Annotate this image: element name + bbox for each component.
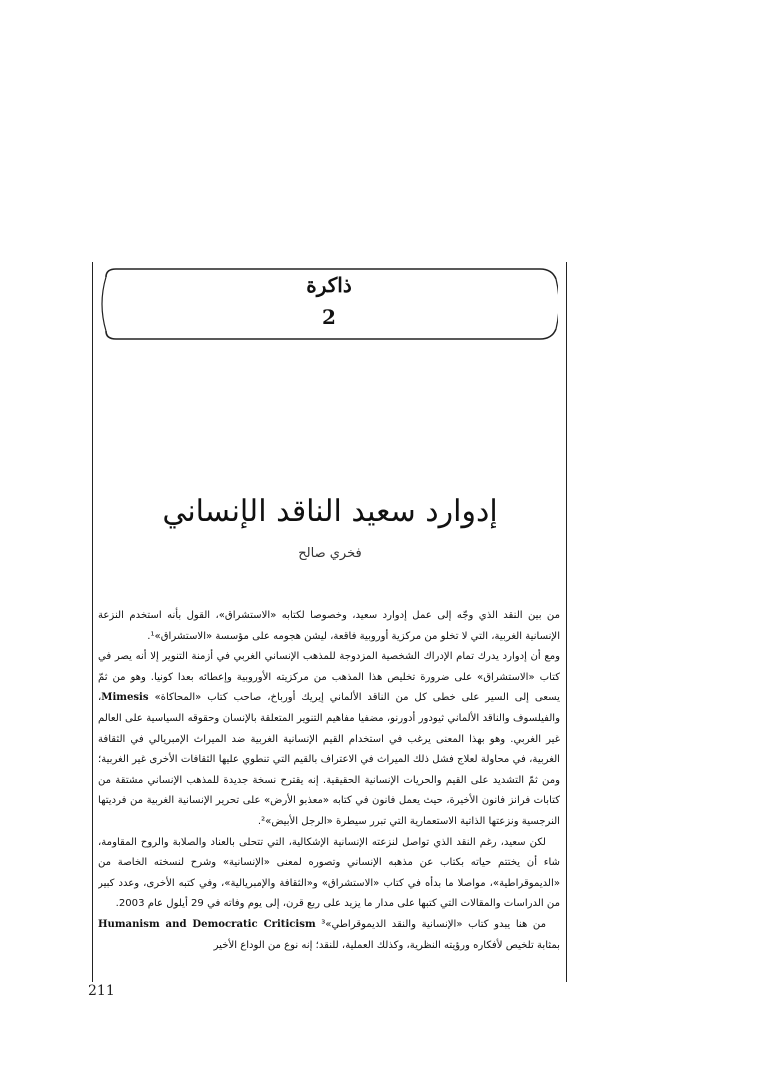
paragraph-1: من بين النقد الذي وجّه إلى عمل إدوارد سعيد، وخصوصا لكتابه «الاستشراق»، القول بأنه استخدم النزعة الإنسانية الغربية، التي لا تخلو من مركزية أوروبية فاقعة، ليشن هجومه على مؤسسة «الاستشراق»¹. (98, 610, 560, 642)
section-label: ذاكرة (306, 273, 352, 297)
paragraph-2-text: ومع أن إدوارد يدرك تمام الإدراك الشخصية المزدوجة للمذهب الإنساني الغربي في أزمنة التنوير إلا أنه يصر في كتاب «الاستشراق» على ضرورة تخليص هذا المذهب من مركزيته الأوروبية وإعطائه بعدا كونيا. وهو من ثمّ يسعى إلى السير على خطى كل من الناقد الألماني إيريك أورباخ، صاحب كتاب «المحاكاة» (98, 651, 560, 704)
section-header-box (100, 267, 558, 341)
page-number: 211 (88, 983, 115, 999)
mimesis-term: Mimesis (101, 692, 149, 704)
paragraph-4 (98, 915, 560, 956)
frame-left-rule (92, 262, 93, 982)
author-name: فخري صالح (298, 546, 362, 561)
paragraph-3: لكن سعيد، رغم النقد الذي تواصل لنزعته الإنسانية الإشكالية، التي تتحلى بالعناد والصلابة والروح المقاومة، شاء أن يختتم حياته بكتاب عن مذهبه الإنساني وتصوره لمعنى «الإنسانية» وشرح لنسخته الخاصة من «الديموقراطية»، مواصلا ما بدأه في كتاب «الاستشراق» و«الثقافة والإمبريالية»، وفي كتبه الأخرى، وعدد كبير من الدراسات والمقالات التي كتبها على مدار ما يزيد على ربع قرن، إلى يوم وفاته في 29 أيلول عام 2003. (98, 836, 560, 910)
article-title: إدوارد سعيد الناقد الإنساني (162, 494, 498, 529)
frame-right-rule (566, 262, 567, 982)
paragraph-2-continued: ، والفيلسوف والناقد الألماني ثيودور أدورنو، مضفيا مفاهيم التنوير المتعلقة بالإنسان وحقوقه السياسية على العالم غير الغربي. وهو بهذا المعنى يرغب في استخدام القيم الإنسانية الغربية ضد الميراث الإمبريالي في الثقافة الغربية، في محاولة لعلاج فشل ذلك الميراث في الاعتراف بالقيم التي تنطوي عليها الثقافات الأخرى غير الغربية؛ ومن ثمّ التشديد على القيم والحريات الإنسانية الحقيقية. إنه يقترح نسخة جديدة للمذهب الإنساني مشتقة من كتابات فرانز فانون الأخيرة، حيث يعمل فانون في كتابه «معذبو الأرض» على تحرير الإنسانية الغربية من فرديتها النرجسية ونزعتها الذاتية الاستعمارية التي تبرر سيطرة «الرجل الأبيض»². (98, 692, 560, 827)
paragraph-2 (98, 647, 560, 832)
paragraph-4-continued: بمثابة تلخيص لأفكاره ورؤيته النظرية، وكذلك العملية، للنقد؛ إنه نوع من الوداع الأخير (213, 939, 560, 951)
paragraph-4-text: من هنا يبدو كتاب «الإنسانية والنقد الديموقراطي»³ (321, 918, 546, 930)
article-body (98, 606, 560, 982)
section-number: 2 (322, 305, 336, 329)
book-title-english: Humanism and Democratic Criticism (98, 918, 316, 930)
